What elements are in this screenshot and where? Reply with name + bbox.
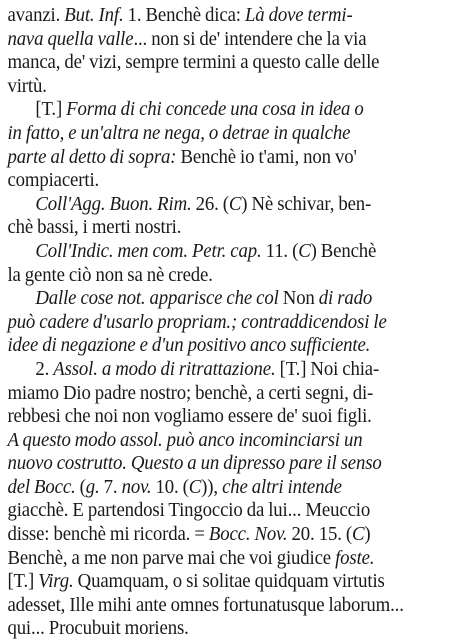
roman-run: ]: [28, 570, 39, 593]
roman-run: 10. (: [151, 475, 189, 498]
roman-run: ] Noi chia-: [300, 357, 380, 380]
text-line: [7, 51, 465, 75]
roman-run: Benchè io t'ami, non vo': [176, 145, 357, 168]
roman-run: T.: [285, 357, 301, 380]
text-line: [7, 499, 465, 523]
roman-run: manca, de' vizi, sempre termini a questo calle delle: [7, 51, 380, 74]
italic-run: C: [188, 475, 202, 498]
roman-run: 7.: [99, 475, 122, 498]
italic-run: nov.: [121, 475, 152, 498]
roman-run: compiacerti.: [7, 169, 100, 192]
italic-run: C: [228, 192, 242, 215]
italic-run: Coll'Indic. men com. Petr. cap.: [35, 239, 262, 262]
text-line: [7, 476, 465, 500]
roman-run: [: [7, 570, 14, 593]
italic-run: C: [351, 523, 365, 546]
text-line: [7, 617, 465, 641]
text-line: [7, 146, 465, 170]
text-line: [7, 4, 465, 28]
roman-run: rebbesi che noi non vogliamo essere de' suoi figli.: [7, 405, 372, 428]
text-line: [7, 216, 465, 240]
roman-run: 20. 15. (: [287, 523, 352, 546]
text-line: [7, 240, 465, 264]
roman-run: chè bassi, i merti nostri.: [7, 216, 182, 239]
italic-run: C: [298, 239, 311, 262]
italic-run: But. Inf.: [64, 4, 124, 26]
roman-run: giacchè. E partendosi Tingoccio da lui... Meuccio: [7, 499, 371, 522]
roman-run: T.: [13, 570, 29, 593]
roman-run: T.: [41, 98, 56, 121]
italic-run: in fatto, e un'altra ne nega, o detrae in qualche: [7, 121, 351, 144]
roman-run: adesset, Ille mihi ante omnes fortunatusque laborum...: [7, 593, 404, 616]
text-line: [7, 570, 465, 594]
roman-run: ) Nè schivar, ben-: [241, 192, 372, 215]
roman-run: 11. (: [261, 239, 299, 262]
text-line: [7, 547, 465, 571]
text-line: [7, 382, 465, 406]
italic-run: Dalle cose not. apparisce che col: [35, 287, 279, 310]
roman-run: Non: [278, 287, 319, 310]
text-line: [7, 311, 465, 335]
italic-run: Là dove termi-: [244, 4, 353, 26]
roman-run: Benchè, a me non parve mai che voi giudice: [7, 546, 336, 569]
italic-run: del Bocc.: [7, 475, 76, 498]
italic-run: che altri intende: [222, 475, 342, 498]
italic-run: A questo modo assol. può anco incominciarsi un: [7, 428, 363, 451]
text-line: [7, 28, 465, 52]
text-line: [7, 523, 465, 547]
text-line: [7, 452, 465, 476]
text-line: [7, 358, 465, 382]
roman-run: avanzi.: [7, 4, 65, 26]
roman-run: miamo Dio padre nostro; benchè, a certi segni, di-: [7, 381, 374, 404]
text-line: [7, 122, 465, 146]
roman-run: Quamquam, o si solitae quidquam virtutis: [73, 570, 385, 593]
italic-run: nava quella valle: [7, 27, 134, 50]
text-line: [7, 287, 465, 311]
roman-run: (: [75, 475, 86, 498]
italic-run: foste.: [335, 546, 375, 569]
roman-run: la gente ciò non sa nè crede.: [7, 263, 213, 286]
roman-run: )),: [201, 475, 223, 498]
text-line: [7, 75, 465, 99]
text-line: [7, 405, 465, 429]
italic-run: Assol. a modo di ritrattazione.: [53, 357, 276, 380]
italic-run: Bocc. Nov.: [208, 523, 288, 546]
italic-run: parte al detto di sopra:: [7, 145, 177, 168]
italic-run: nuovo costrutto. Questo a un dipresso pare il senso: [7, 452, 382, 475]
roman-run: qui... Procubuit moriens.: [7, 617, 189, 640]
italic-run: può cadere d'usarlo propriam.; contraddicendosi le: [7, 310, 387, 333]
roman-run: 26. (: [191, 192, 229, 215]
italic-run: di rado: [318, 287, 373, 310]
roman-run: 2.: [35, 357, 54, 380]
roman-run: virtù.: [7, 74, 47, 97]
text-line: [7, 594, 465, 618]
text-line: [7, 169, 465, 193]
roman-run: ]: [55, 98, 67, 121]
text-line: [7, 98, 465, 122]
text-line: [7, 264, 465, 288]
roman-run: [: [35, 98, 42, 121]
text-line: [7, 429, 465, 453]
roman-run: ): [364, 523, 371, 546]
italic-run: Virg.: [38, 570, 74, 593]
italic-run: idee di negazione e d'un positivo anco sufficiente.: [7, 334, 371, 357]
italic-run: g.: [85, 475, 100, 498]
roman-run: 1. Benchè dica:: [123, 4, 245, 26]
roman-run: ) Benchè: [310, 239, 377, 262]
italic-run: Forma di chi concede una cosa in idea o: [66, 98, 364, 121]
text-line: [7, 334, 465, 358]
text-line: [7, 193, 465, 217]
italic-run: Coll'Agg. Buon. Rim.: [35, 192, 192, 215]
roman-run: ... non si de' intendere che la via: [133, 27, 367, 50]
roman-run: [: [275, 357, 286, 380]
roman-run: disse: benchè mi ricorda. =: [7, 523, 209, 546]
